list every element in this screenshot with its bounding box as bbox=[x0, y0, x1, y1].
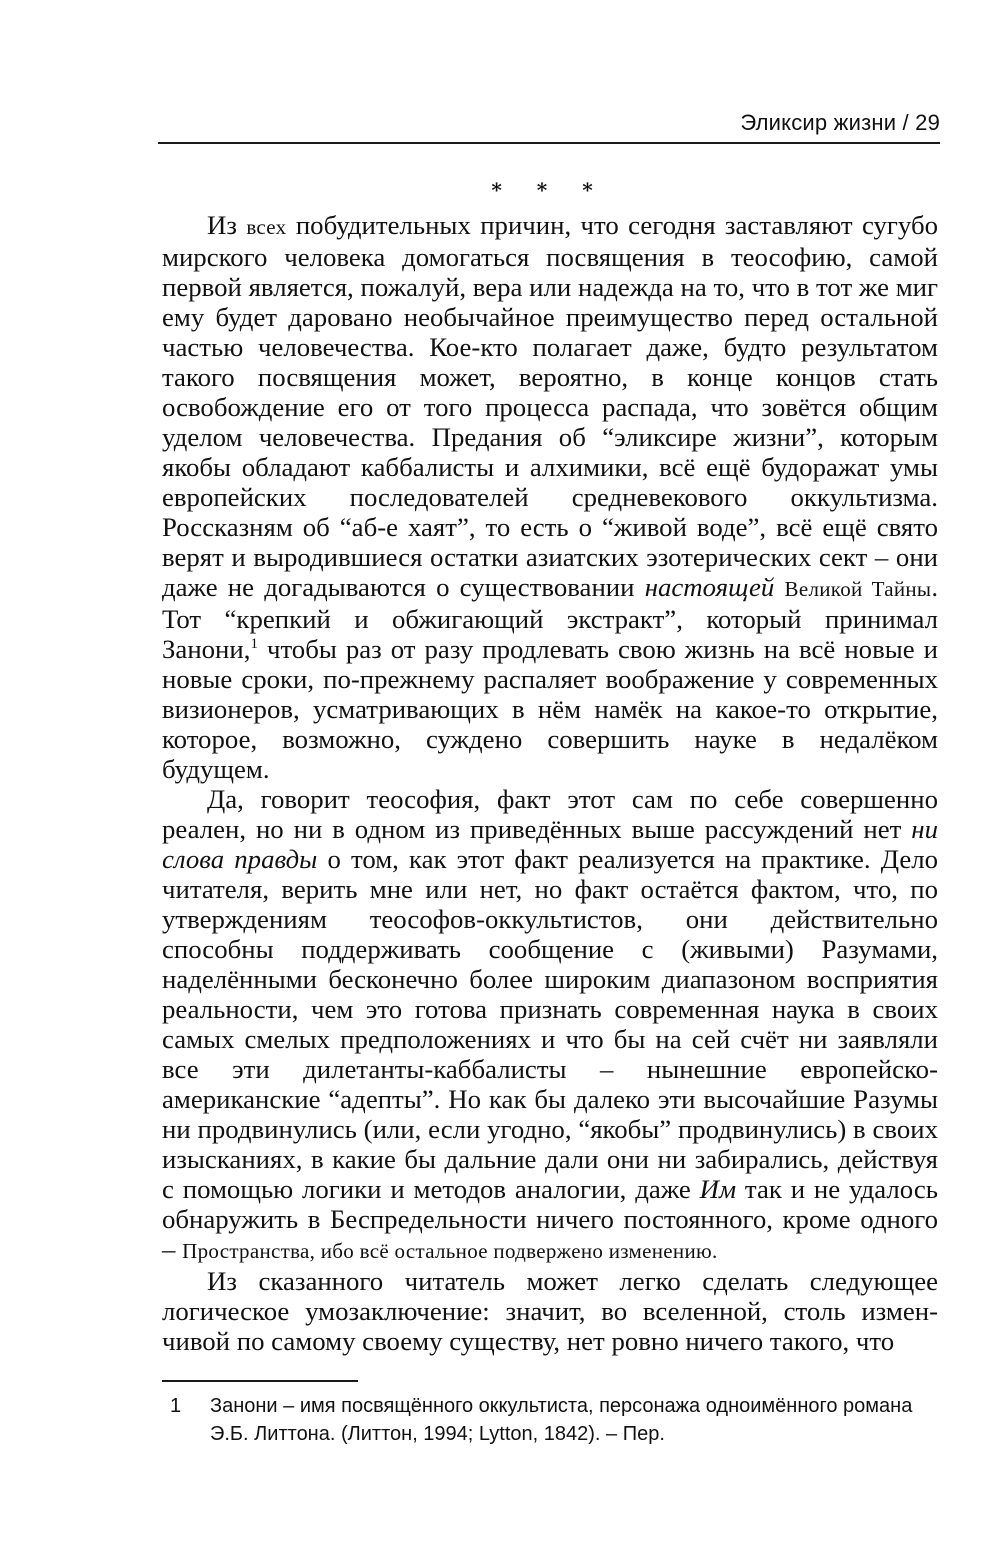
p2-italic-1: ни слова правды bbox=[162, 814, 938, 874]
section-ornament: * * * bbox=[491, 178, 607, 202]
running-head bbox=[158, 108, 940, 144]
p1-part-a: Из bbox=[207, 210, 237, 240]
p1-smallcaps-1: всех bbox=[246, 215, 287, 239]
body-text bbox=[162, 210, 938, 1356]
footnote-text: Занони – имя посвящённого оккультиста, персонажа одноимённого романа Э.Б. Литтона. (Литтон, 1994; Lytton, 1842). – Пер. bbox=[210, 1395, 913, 1445]
p2-part-a: Да, говорит теософия, факт этот сам по себе совершенно реален, но ни в одном из приведённых выше рассуждений нет bbox=[162, 784, 938, 844]
footnote-rule bbox=[162, 1380, 358, 1382]
paragraph-3 bbox=[162, 1266, 938, 1356]
p1-part-b: побудительных причин, что сегодня заставляют сугубо мирского человека домогаться посвящения в теософию, самой первой является, пожалуй, вера или надежда на то, что в тот же миг ему будет даровано необычайное преимущество перед остальной частью человечества. Кое-кто полагает даже, будто результатом такого посвящения может, вероятно, в конце концов стать освобождение его от того процесса распада, что зовётся общим уделом человечества. Предания об “эликсире жизни”, которым якобы обладают каббалисты и алхимики, всё ещё будоражат умы европейских последователей средневекового оккультизма. Россказням об “аб-е хаят”, то есть о “живой воде”, всё ещё свято верят и выродившиеся остатки азиатских эзотерических сект – они даже не догадываются о существовании bbox=[162, 210, 938, 602]
paragraph-2 bbox=[162, 784, 938, 1266]
p2-part-b: о том, как этот факт реализуется на практике. Дело читателя, верить мне или нет, но факт остаётся фактом, что, по утверждениям теософов-оккультистов, они действительно способны поддерживать сообщение с (живыми) Разумами, наделёнными бесконечно более широким диапазоном восприятия реальности, чем это готова признать современная наука в своих самых смелых предположениях и что бы на сей счёт ни заявляли все эти дилетанты-каббалисты – нынешние европейско-американские “адепты”. Но как бы далеко эти высочайшие Разумы ни продвинулись (или, если угодно, “якобы” продвинулись) в своих изысканиях, в какие бы дальние дали они ни забирались, действуя с помощью логики и методов аналогии, даже bbox=[162, 844, 938, 1204]
footnote-number: 1 bbox=[170, 1395, 182, 1417]
running-title: Эликсир жизни / 29 bbox=[740, 110, 940, 135]
p1-part-c: . Тот “крепкий и обжигающий экстракт”, который принимал Занони, bbox=[162, 572, 939, 664]
p1-smallcaps-2: Великой Тайны bbox=[784, 577, 932, 601]
footnote bbox=[162, 1392, 942, 1448]
p2-smallcaps: Пространства, ибо всё остальное подвержено изменению. bbox=[182, 1239, 718, 1263]
paragraph-1 bbox=[162, 210, 938, 784]
footnote-ref[interactable]: 1 bbox=[250, 636, 258, 653]
p2-italic-2: Им bbox=[699, 1174, 737, 1204]
p2-part-c: так и не удалось обнаружить в Беспредельности ничего постоянного, кроме одного – bbox=[162, 1174, 938, 1264]
p3-text: Из сказанного читатель может легко сделать следующее логическое умозаключение: значит, во вселенной, столь изменчивой по самому своему существу, нет ровно ничего такого, что bbox=[162, 1266, 938, 1356]
p1-italic: настоящей bbox=[644, 572, 775, 602]
p1-part-d: чтобы раз от разу продлевать свою жизнь на всё новые и новые сроки, по-прежнему распаляет воображение у современных визионеров, усматривающих в нём намёк на какое-то открытие, которое, возможно, суждено совершить науке в недалёком будущем. bbox=[162, 634, 938, 784]
